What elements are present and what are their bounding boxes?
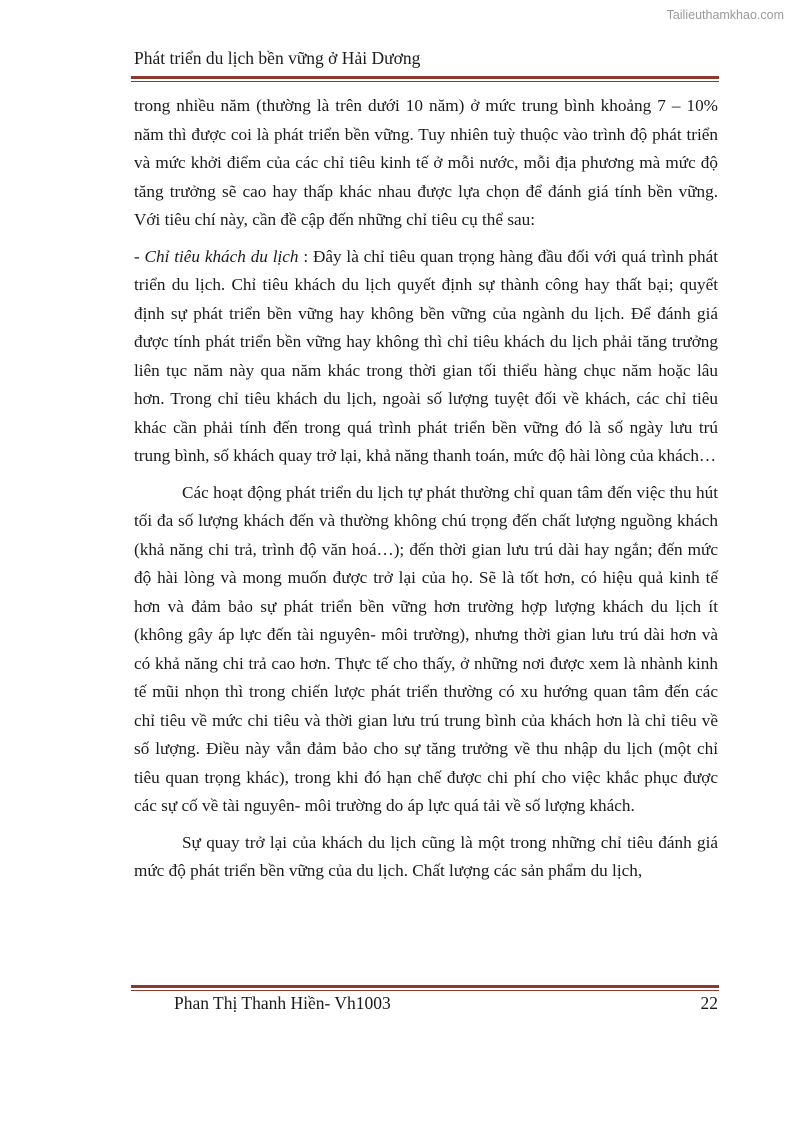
footer-author: Phan Thị Thanh Hiền- Vh1003 (174, 993, 391, 1013)
paragraph: Các hoạt động phát triển du lịch tự phát thường chỉ quan tâm đến việc thu hút tối đa số lượng khách đến và thường không chú trọng đến chất lượng nguồng khách (khả năng chi trả, trình độ văn hoá…); đến thời gian lưu trú dài hay ngắn; đến mức độ hài lòng và mong muốn được trở lại của họ. Sẽ là tốt hơn, có hiệu quả kinh tế hơn và đảm bảo sự phát triển bền vững hơn trường hợp lượng khách du lịch ít (không gây áp lực đến tài nguyên- môi trường), nhưng thời gian lưu trú dài hơn và có khả năng chi trả cao hơn. Thực tế cho thấy, ở những nơi được xem là nhành kinh tế mũi nhọn thì trong chiến lược phát triển thường có xu hướng quan tâm đến các chỉ tiêu về mức chi tiêu và thời gian lưu trú trung bình của khách hơn là chỉ tiêu về số lượng. Điều này vẫn đảm bảo cho sự tăng trưởng về thu nhập du lịch (một chỉ tiêu quan trọng khác), trong khi đó hạn chế được chi phí cho việc khắc phục được các sự cố về tài nguyên- môi trường do áp lực quá tải về số lượng khách. (134, 482, 718, 815)
paragraph-lead-italic: - Chỉ tiêu khách du lịch (134, 246, 299, 266)
document-body (134, 92, 718, 886)
paragraph: trong nhiều năm (thường là trên dưới 10 năm) ở mức trung bình khoảng 7 – 10% năm thì được coi là phát triển bền vững. Tuy nhiên tuỳ thuộc vào trình độ phát triển và mức khởi điểm của các chỉ tiêu kinh tế ở mỗi nước, mỗi địa phương mà mức độ tăng trưởng sẽ cao hay thấp khác nhau được lựa chọn để đánh giá tính bền vững. Với tiêu chí này, cần đề cập đến những chỉ tiêu cụ thể sau: (134, 96, 718, 229)
paragraph-text: : Đây là chỉ tiêu quan trọng hàng đầu đối với quá trình phát triển du lịch. Chỉ tiêu khách du lịch quyết định sự thành công hay thất bại; quyết định sự phát triển bền vững hay không bền vững của ngành du lịch. Để đánh giá được tính phát triển bền vững hay không thì chỉ tiêu khách du lịch phải tăng trưởng liên tục năm này qua năm khác trong thời gian tối thiểu hàng chục năm hoặc lâu hơn. Trong chỉ tiêu khách du lịch, ngoài số lượng tuyệt đối về khách, các chỉ tiêu khác cần phải tính đến trong quá trình phát triển bền vững đó là số ngày lưu trú trung bình, số khách quay trở lại, khả năng thanh toán, mức độ hài lòng của khách… (134, 246, 718, 465)
footer-rule (131, 985, 719, 991)
page-header-title: Phát triển du lịch bền vững ở Hải Dương (134, 48, 421, 68)
watermark: Tailieuthamkhao.com (666, 8, 784, 22)
paragraph: Sự quay trở lại của khách du lịch cũng là một trong những chỉ tiêu đánh giá mức độ phát triển bền vững của du lịch. Chất lượng các sản phẩm du lịch, (134, 832, 718, 880)
header-rule (131, 76, 719, 82)
paragraph (134, 243, 718, 471)
page-number: 22 (700, 993, 718, 1013)
